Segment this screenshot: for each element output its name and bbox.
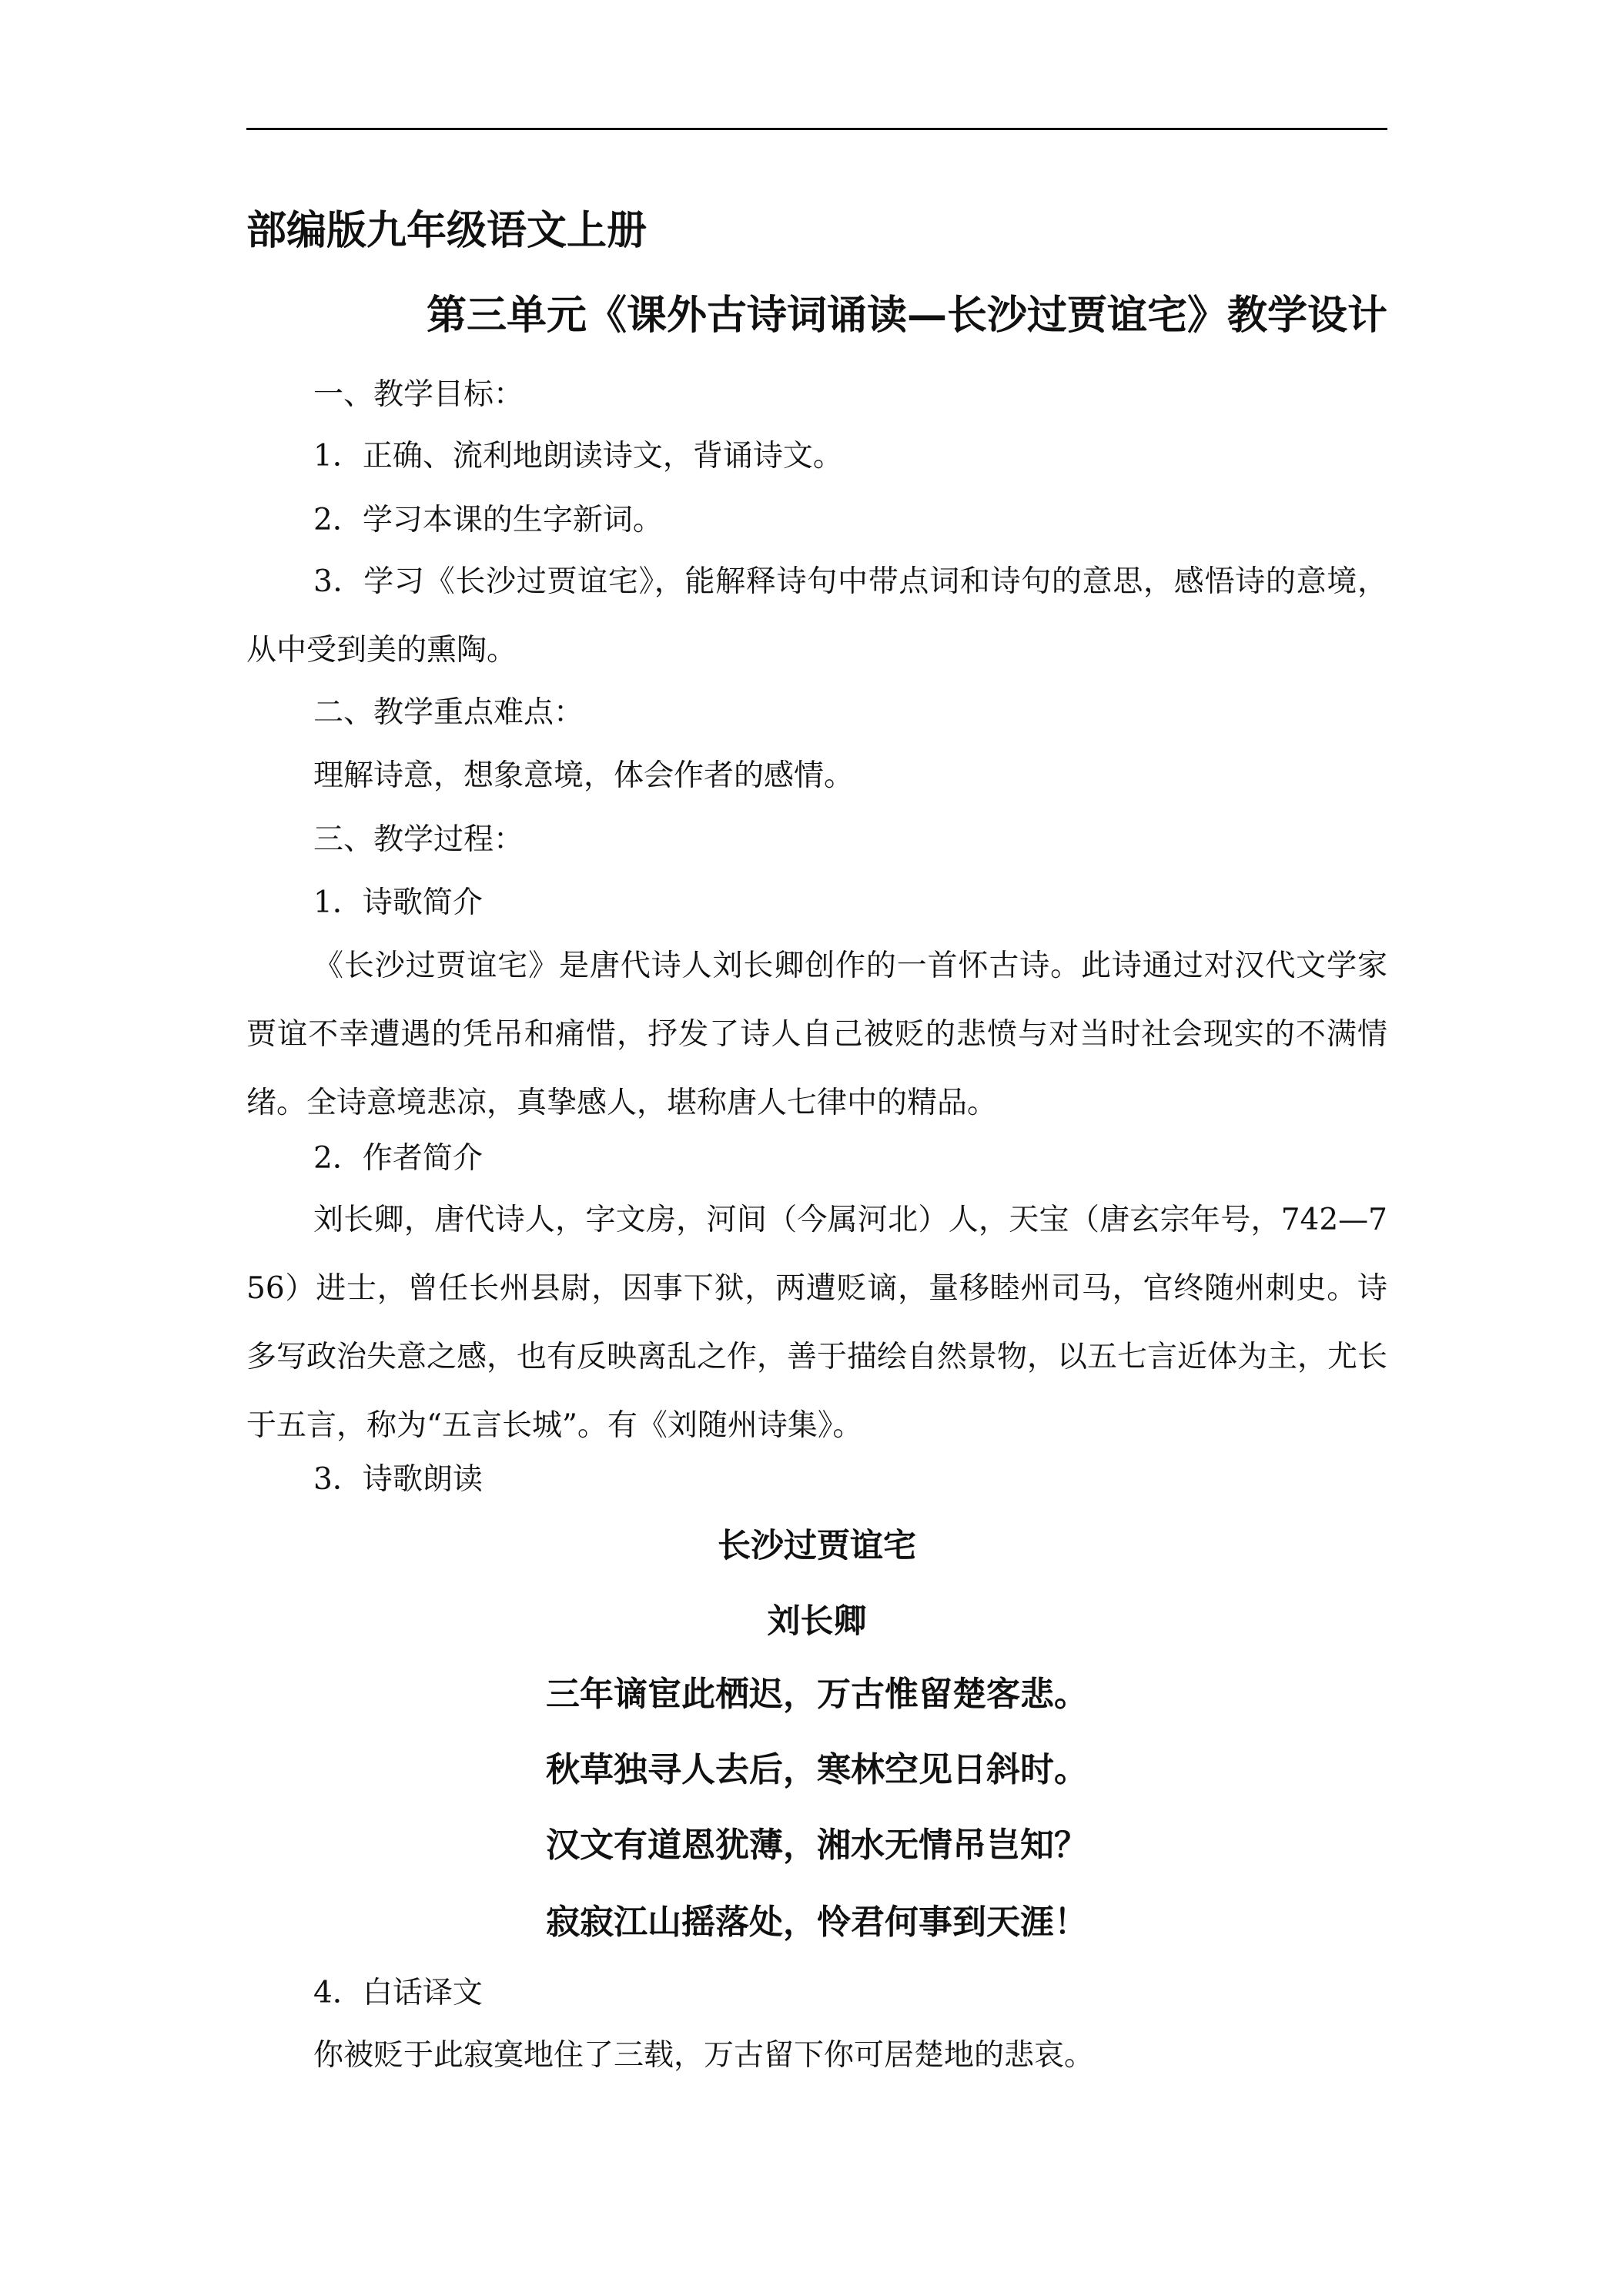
key-points-heading: 二、教学重点难点： bbox=[313, 695, 584, 730]
reading-heading: 3．诗歌朗读 bbox=[313, 1462, 483, 1497]
objective-item: 1．正确、流利地朗读诗文，背诵诗文。 bbox=[313, 439, 843, 474]
poem-line: 汉文有道恩犹薄，湘水无情吊岂知？ bbox=[546, 1826, 1088, 1865]
document-title: 部编版九年级语文上册 bbox=[246, 208, 648, 254]
objective-item: 2．学习本课的生字新词。 bbox=[313, 503, 663, 537]
poem-line: 寂寂江山摇落处，怜君何事到天涯！ bbox=[546, 1903, 1088, 1942]
author-heading: 2．作者简介 bbox=[313, 1141, 483, 1176]
poem-intro-text: 《长沙过贾谊宅》是唐代诗人刘长卿创作的一首怀古诗。此诗通过对汉代文学家贾谊不幸遭遇的凭吊和痛惜，抒发了诗人自己被贬的悲愤与对当时社会现实的不满情绪。全诗意境悲凉，真挚感人，堪称唐人七律中的精品。 bbox=[246, 949, 1387, 1120]
poem-line: 秋草独寻人去后，寒林空见日斜时。 bbox=[546, 1750, 1088, 1789]
objective-item: 3．学习《长沙过贾谊宅》，能解释诗句中带点词和诗句的意思，感悟诗的意境，从中受到美的熏陶。 bbox=[246, 564, 1387, 668]
document-subtitle: 第三单元《课外古诗词诵读—长沙过贾谊宅》教学设计 bbox=[426, 293, 1387, 339]
poem-line: 三年谪宦此栖迟，万古惟留楚客悲。 bbox=[546, 1675, 1088, 1714]
translation-text: 你被贬于此寂寞地住了三载，万古留下你可居楚地的悲哀。 bbox=[313, 2038, 1095, 2073]
poem-title: 长沙过贾谊宅 bbox=[718, 1527, 916, 1565]
poem-intro-heading: 1．诗歌简介 bbox=[313, 885, 483, 920]
objectives-heading: 一、教学目标： bbox=[313, 377, 524, 412]
author-text: 刘长卿，唐代诗人，字文房，河间（今属河北）人，天宝（唐玄宗年号，742—756）进士，曾任长州县尉，因事下狱，两遭贬谪，量移睦州司马，官终随州刺史。诗多写政治失意之感，也有反映离乱之作，善于描绘自然景物，以五七言近体为主，尤长于五言，称为“五言长城”。有《刘随州诗集》。 bbox=[246, 1203, 1388, 1443]
process-heading: 三、教学过程： bbox=[313, 822, 524, 857]
poem-author: 刘长卿 bbox=[767, 1602, 867, 1641]
translation-heading: 4．白话译文 bbox=[313, 1976, 483, 2010]
key-points-text: 理解诗意，想象意境，体会作者的感情。 bbox=[313, 758, 855, 793]
header-rule bbox=[246, 128, 1387, 130]
